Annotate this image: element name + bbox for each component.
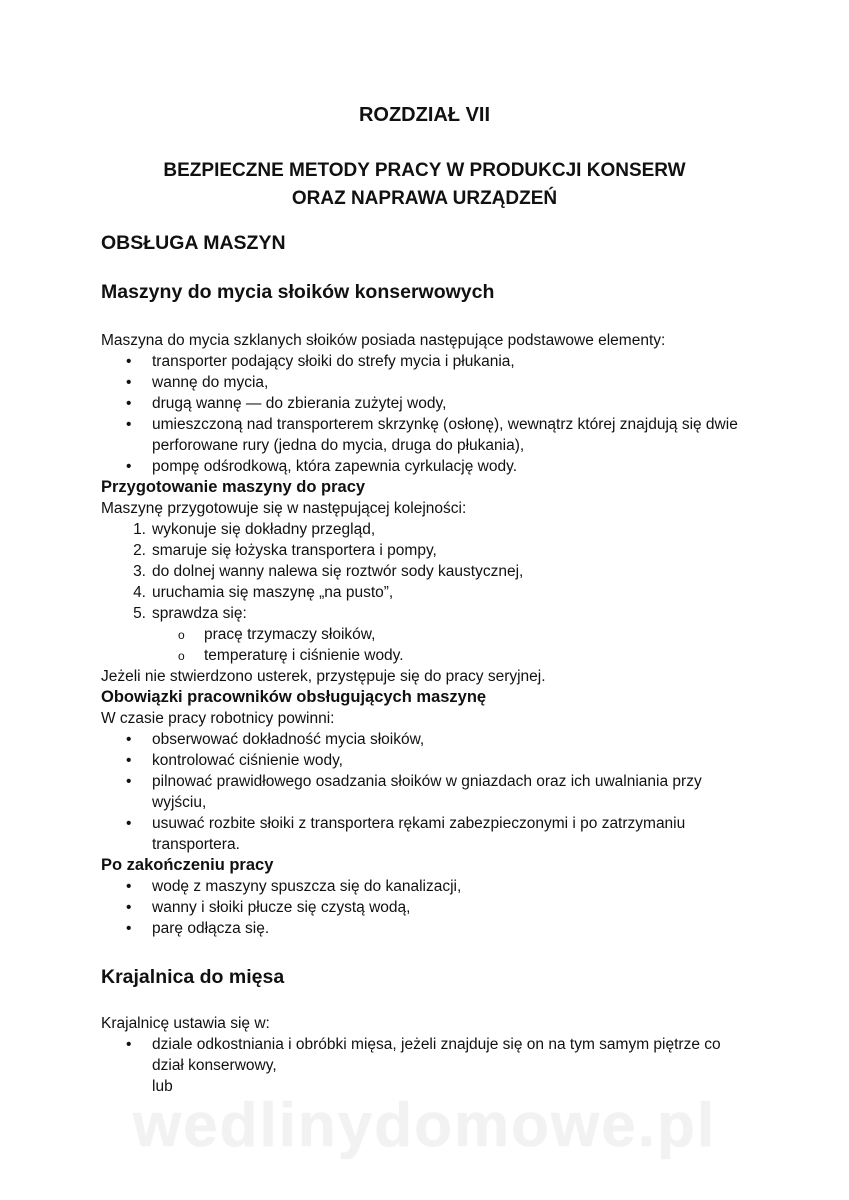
subsection-heading: Krajalnica do mięsa bbox=[101, 966, 285, 988]
prep-steps-list bbox=[101, 519, 751, 624]
circle-bullet-icon: o bbox=[178, 628, 185, 642]
list-item: • obserwować dokładność mycia słoików, bbox=[126, 731, 425, 748]
bullet-icon: • bbox=[126, 353, 132, 370]
slicer-content bbox=[101, 1013, 751, 1097]
list-item: 4. uruchamia się maszynę „na pusto”, bbox=[133, 584, 394, 601]
bullet-icon: • bbox=[126, 815, 132, 832]
list-item: • umieszczoną nad transporterem skrzynkę (osłonę), wewnątrz której znajdują się dwie perforowane rury (jedna do mycia, druga do płukania), bbox=[126, 416, 738, 454]
list-item: 1. wykonuje się dokładny przegląd, bbox=[133, 521, 376, 538]
list-item: • wodę z maszyny spuszcza się do kanalizacji, bbox=[126, 878, 462, 895]
paragraph: Maszyna do mycia szklanych słoików posiada następujące podstawowe elementy: bbox=[101, 332, 666, 349]
bullet-icon: • bbox=[126, 458, 132, 475]
list-item: • dziale odkostniania i obróbki mięsa, jeżeli znajduje się on na tym samym piętrze co dział konserwowy, bbox=[126, 1036, 721, 1074]
bullet-icon: • bbox=[126, 416, 132, 433]
paragraph: Jeżeli nie stwierdzono usterek, przystępuje się do pracy seryjnej. bbox=[101, 668, 546, 685]
bullet-icon: • bbox=[126, 878, 132, 895]
list-item: • wanny i słoiki płucze się czystą wodą, bbox=[126, 899, 411, 916]
bullet-icon: • bbox=[126, 1036, 132, 1053]
list-item: • transporter podający słoiki do strefy mycia i płukania, bbox=[126, 353, 515, 370]
elements-list bbox=[101, 351, 751, 477]
washing-machine-content bbox=[101, 330, 751, 939]
list-item: • usuwać rozbite słoiki z transportera rękami zabezpieczonymi i po zatrzymaniu transportera. bbox=[126, 815, 686, 853]
bullet-icon: • bbox=[126, 374, 132, 391]
list-item: 3. do dolnej wanny nalewa się roztwór sody kaustycznej, bbox=[133, 563, 524, 580]
list-item: • kontrolować ciśnienie wody, bbox=[126, 752, 343, 769]
list-item: o pracę trzymaczy słoików, bbox=[101, 624, 751, 645]
list-item: o temperaturę i ciśnienie wody. bbox=[101, 645, 751, 666]
list-item: • drugą wannę — do zbierania zużytej wody, bbox=[126, 395, 447, 412]
lub-text: lub bbox=[152, 1078, 173, 1095]
paragraph: Maszynę przygotowuje się w następującej kolejności: bbox=[101, 500, 467, 517]
list-item: 2. smaruje się łożyska transportera i pompy, bbox=[133, 542, 437, 559]
chapter-title bbox=[0, 157, 849, 213]
after-work-heading: Po zakończeniu pracy bbox=[101, 856, 274, 874]
slicer-list bbox=[101, 1034, 751, 1076]
title-line: ORAZ NAPRAWA URZĄDZEŃ bbox=[291, 188, 558, 209]
bullet-icon: • bbox=[126, 899, 132, 916]
circle-bullet-icon: o bbox=[178, 649, 185, 663]
chapter-heading: ROZDZIAŁ VII bbox=[358, 104, 491, 126]
title-line: BEZPIECZNE METODY PRACY W PRODUKCJI KONSERW bbox=[163, 160, 686, 181]
bullet-icon: • bbox=[126, 395, 132, 412]
bullet-icon: • bbox=[126, 920, 132, 937]
bullet-icon: • bbox=[126, 773, 132, 790]
list-item: 5. sprawdza się: bbox=[133, 605, 247, 622]
duties-heading: Obowiązki pracowników obsługujących maszynę bbox=[101, 688, 487, 706]
duties-list bbox=[101, 729, 751, 855]
list-item: • pompę odśrodkową, która zapewnia cyrkulację wody. bbox=[126, 458, 518, 475]
list-item: • pilnować prawidłowego osadzania słoików w gniazdach oraz ich uwalniania przy wyjściu, bbox=[126, 773, 702, 811]
checks-list bbox=[101, 624, 751, 666]
prep-heading: Przygotowanie maszyny do pracy bbox=[101, 478, 366, 496]
bullet-icon: • bbox=[126, 752, 132, 769]
paragraph: W czasie pracy robotnicy powinni: bbox=[101, 710, 335, 727]
bullet-icon: • bbox=[126, 731, 132, 748]
list-item: • wannę do mycia, bbox=[126, 374, 269, 391]
after-work-list bbox=[101, 876, 751, 939]
watermark: wedlinydomowe.pl bbox=[132, 1091, 717, 1160]
list-item: • parę odłącza się. bbox=[126, 920, 270, 937]
subsection-heading: Maszyny do mycia słoików konserwowych bbox=[101, 281, 495, 303]
section-heading: OBSŁUGA MASZYN bbox=[101, 232, 286, 254]
paragraph: Krajalnicę ustawia się w: bbox=[101, 1015, 270, 1032]
